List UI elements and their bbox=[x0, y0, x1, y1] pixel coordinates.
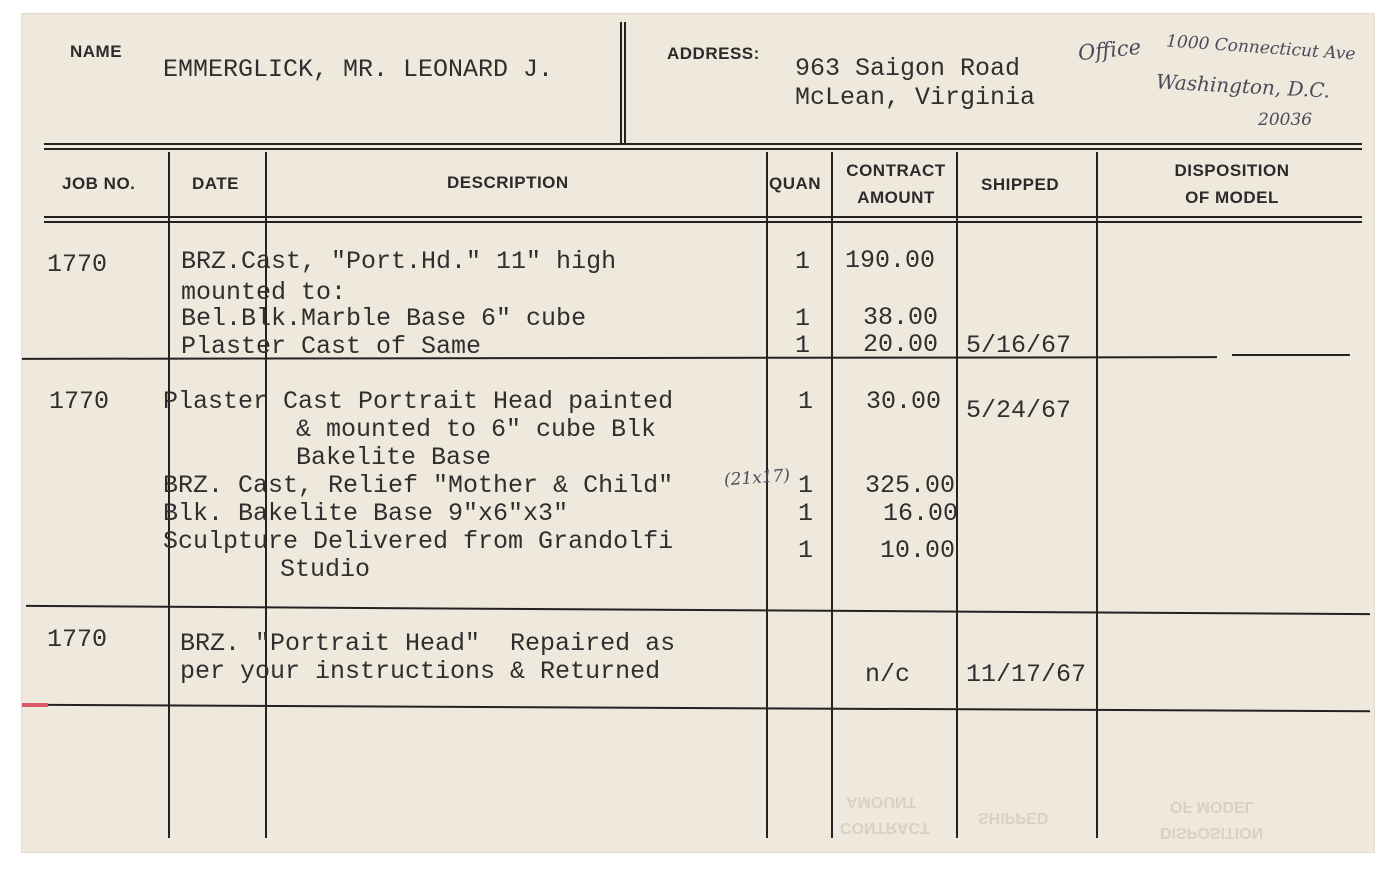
entry-1-amount-3: 38.00 bbox=[863, 303, 939, 332]
handwritten-office-line-3: 20036 bbox=[1258, 110, 1313, 130]
entry-2-quan-6: 1 bbox=[798, 536, 814, 565]
entry-2-desc-5: Blk. Bakelite Base 9"x6"x3" bbox=[163, 499, 569, 528]
entry-2-desc-3: Bakelite Base bbox=[296, 443, 492, 472]
ghost-contract: CONTRACT bbox=[840, 819, 930, 836]
entry-2-amount-5: 16.00 bbox=[883, 499, 959, 528]
record-card bbox=[22, 14, 1374, 852]
entry-3-shipped: 11/17/67 bbox=[966, 660, 1087, 689]
name-value: EMMERGLICK, MR. LEONARD J. bbox=[163, 55, 554, 84]
address-line-1: 963 Saigon Road bbox=[795, 54, 1021, 83]
entry-1-quan-3: 1 bbox=[795, 304, 811, 333]
entry-1-desc-3: Bel.Blk.Marble Base 6" cube bbox=[181, 304, 587, 333]
entry-3-desc-1: BRZ. "Portrait Head" Repaired as bbox=[180, 629, 676, 658]
rule-header-2 bbox=[44, 221, 1362, 223]
entry-2-amount-1: 30.00 bbox=[866, 387, 942, 416]
red-ink-mark bbox=[22, 703, 48, 707]
entry-2-job: 1770 bbox=[49, 387, 110, 416]
entry-3-amount: n/c bbox=[865, 660, 911, 689]
address-line-2: McLean, Virginia bbox=[795, 83, 1036, 112]
entry-2-quan-4: 1 bbox=[798, 471, 814, 500]
col-job-no: JOB NO. bbox=[62, 174, 136, 193]
col-date: DATE bbox=[192, 174, 240, 193]
handwritten-office-line-1: 1000 Connecticut Ave bbox=[1165, 31, 1357, 65]
col-shipped: SHIPPED bbox=[981, 175, 1060, 194]
entry-1-desc-4: Plaster Cast of Same bbox=[181, 332, 482, 361]
ghost-shipped: SHIPPED bbox=[978, 809, 1049, 826]
entry-1-desc-2: mounted to: bbox=[181, 278, 347, 307]
col-line-quan bbox=[766, 152, 768, 838]
entry-2-amount-6: 10.00 bbox=[880, 536, 956, 565]
entry-2-amount-4: 325.00 bbox=[865, 471, 956, 500]
rule-top-1 bbox=[44, 143, 1362, 145]
entry-2-desc-2: & mounted to 6" cube Blk bbox=[296, 415, 657, 444]
ghost-of-model: OF MODEL bbox=[1170, 798, 1255, 815]
col-contract-line-1: CONTRACT bbox=[846, 161, 946, 180]
entry-3-desc-2: per your instructions & Returned bbox=[180, 657, 661, 686]
col-line-shipped bbox=[956, 152, 958, 838]
entry-1-amount-4: 20.00 bbox=[863, 330, 939, 359]
header-divider-2 bbox=[624, 22, 626, 144]
entry-separator-1b bbox=[1232, 354, 1350, 356]
col-line-amount bbox=[831, 152, 833, 838]
handwritten-office-line-2: Washington, D.C. bbox=[1155, 69, 1331, 103]
name-label: NAME bbox=[70, 42, 123, 61]
entry-1-job: 1770 bbox=[47, 250, 108, 279]
rule-header-1 bbox=[44, 216, 1362, 218]
col-disposition-line-1: DISPOSITION bbox=[1174, 161, 1290, 180]
col-contract-amount bbox=[834, 157, 958, 211]
col-description: DESCRIPTION bbox=[447, 173, 569, 192]
ghost-disposition: DISPOSITION bbox=[1160, 824, 1264, 841]
entry-3-job: 1770 bbox=[47, 625, 108, 654]
col-contract-line-2: AMOUNT bbox=[857, 188, 935, 207]
address-label: ADDRESS: bbox=[667, 44, 760, 63]
entry-2-desc-4: BRZ. Cast, Relief "Mother & Child" bbox=[163, 471, 674, 500]
rule-top-2 bbox=[44, 148, 1362, 150]
entry-2-desc-1: Plaster Cast Portrait Head painted bbox=[163, 387, 674, 416]
entry-1-quan-4: 1 bbox=[795, 331, 811, 360]
col-quan: QUAN bbox=[769, 174, 822, 193]
entry-2-desc-7: Studio bbox=[280, 555, 371, 584]
handwritten-office-label: Office bbox=[1076, 34, 1143, 66]
ghost-amount: AMOUNT bbox=[846, 793, 917, 810]
header-divider-1 bbox=[620, 22, 622, 144]
entry-1-quan-1: 1 bbox=[795, 247, 811, 276]
entry-1-shipped: 5/16/67 bbox=[966, 331, 1072, 360]
entry-1-amount-1: 190.00 bbox=[845, 246, 936, 275]
col-disposition bbox=[1100, 157, 1364, 211]
entry-2-quan-5: 1 bbox=[798, 499, 814, 528]
entry-2-quan-1: 1 bbox=[798, 387, 814, 416]
entry-2-desc-6: Sculpture Delivered from Grandolfi bbox=[163, 527, 674, 556]
col-line-disposition bbox=[1096, 152, 1098, 838]
entry-1-desc-1: BRZ.Cast, "Port.Hd." 11" high bbox=[181, 247, 617, 276]
entry-2-handwritten-size: (21x17) bbox=[723, 465, 791, 491]
entry-2-shipped: 5/24/67 bbox=[966, 396, 1072, 425]
col-disposition-line-2: OF MODEL bbox=[1185, 188, 1279, 207]
